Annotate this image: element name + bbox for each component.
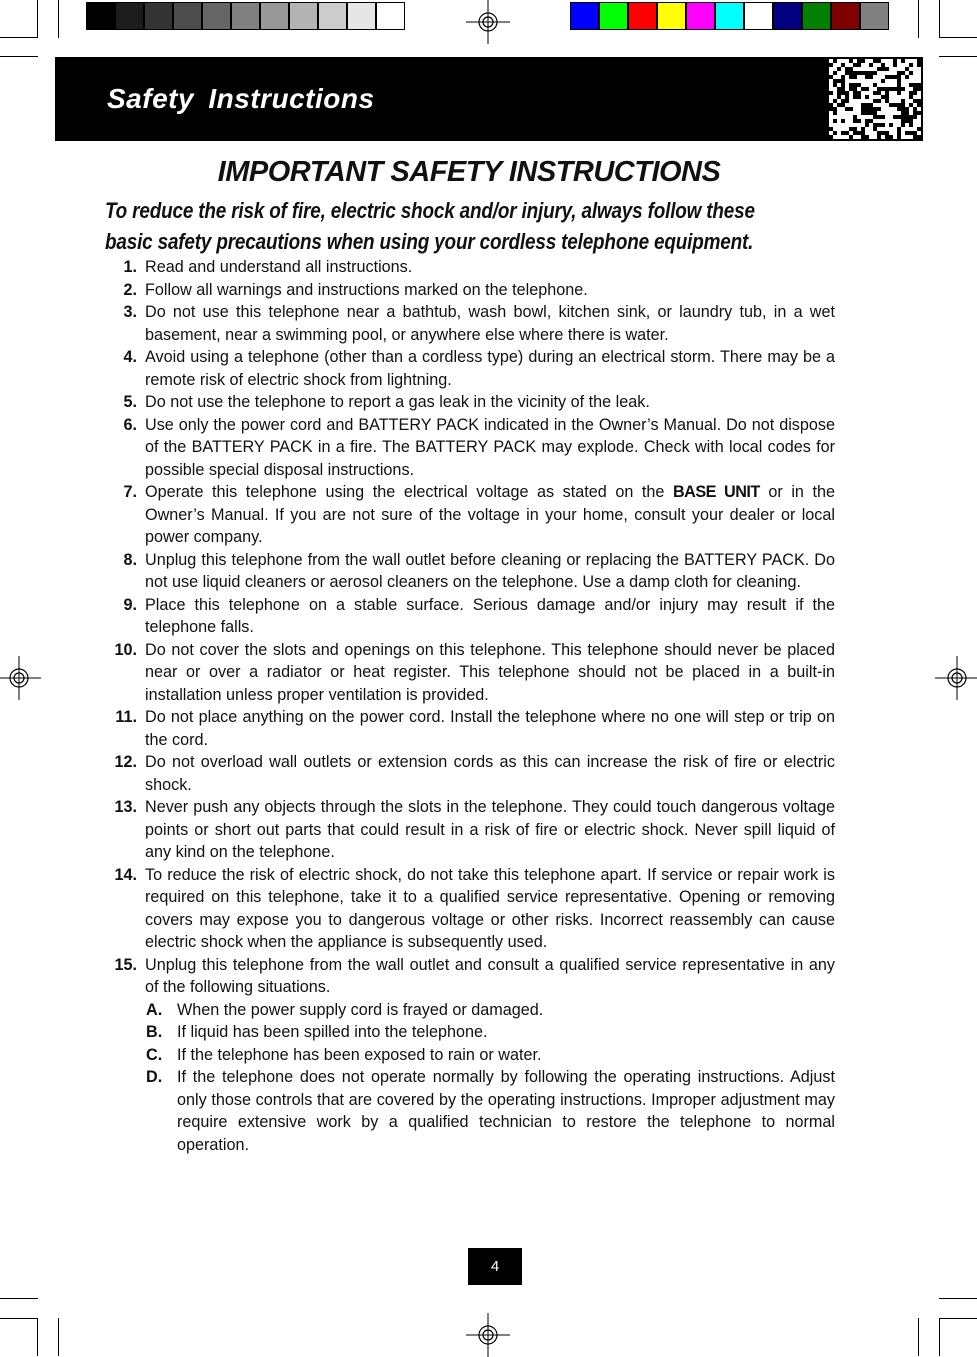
item-text: or in the Owner’s Manual. If you are not sure of the voltage in your home, consult your dealer or local power company. xyxy=(145,483,835,546)
item-number: 8. xyxy=(123,550,137,569)
list-item xyxy=(100,481,835,549)
item-number: 14. xyxy=(114,865,137,884)
item-text: Do not cover the slots and openings on this telephone. This telephone should never be placed near or over a radiator or heat register. This telephone should not be placed in a built-in installation unless proper ventilation is provided. xyxy=(145,640,835,704)
page-number: 4 xyxy=(468,1248,522,1285)
item-number: 5. xyxy=(123,393,137,411)
color-swatch xyxy=(831,2,860,30)
item-text: To reduce the risk of electric shock, do not take this telephone apart. If service or repair work is required on this telephone, take it to a qualified service representative. Opening or removing covers may expose you to dangerous voltage or other risks. Incorrect reassembly can cause electric shock when the appliance is subsequently used. xyxy=(145,865,835,951)
list-item xyxy=(100,279,835,302)
color-swatch xyxy=(599,2,628,30)
sub-item-letter: C. xyxy=(146,1045,163,1064)
process-color-bar xyxy=(570,2,889,30)
sub-list-item xyxy=(100,1066,835,1156)
grayscale-color-bar xyxy=(86,2,405,30)
item-number: 2. xyxy=(123,280,137,299)
intro-line: To reduce the risk of fire, electric shock and/or injury, always follow these xyxy=(105,198,755,223)
color-swatch xyxy=(231,2,260,30)
item-number: 13. xyxy=(114,798,137,816)
item-number: 7. xyxy=(123,483,137,501)
color-swatch xyxy=(260,2,289,30)
sub-list-item xyxy=(100,999,835,1022)
item-number: 9. xyxy=(123,595,137,614)
item-text: Avoid using a telephone (other than a cordless type) during an electrical storm. There may be a remote risk of electric shock from lightning. xyxy=(145,348,835,389)
list-item xyxy=(100,639,835,707)
list-item xyxy=(100,751,835,796)
list-item xyxy=(100,256,835,279)
item-number: 1. xyxy=(123,258,137,276)
intro-text xyxy=(105,195,836,257)
barcode-icon xyxy=(829,59,921,139)
item-text: Follow all warnings and instructions marked on the telephone. xyxy=(145,280,588,299)
color-swatch xyxy=(686,2,715,30)
item-number: 10. xyxy=(114,640,137,659)
item-text: Do not overload wall outlets or extension cords as this can increase the risk of fire or electric shock. xyxy=(145,753,835,794)
item-text: Never push any objects through the slots in the telephone. They could touch dangerous voltage points or short out parts that could result in a risk of fire or electric shock. Never spill liquid of any kind on the telephone. xyxy=(145,798,835,861)
item-text: Place this telephone on a stable surface. Serious damage and/or injury may result if the telephone falls. xyxy=(145,595,835,636)
item-number: 3. xyxy=(123,303,137,321)
color-swatch xyxy=(802,2,831,30)
item-number: 12. xyxy=(114,753,137,771)
sub-item-text: If the telephone does not operate normally by following the operating instructions. Adjust only those controls that are covered by the operating instructions. Improper adjustment may require extensive work by a qualified technician to restore the telephone to normal operation. xyxy=(177,1068,835,1154)
color-swatch xyxy=(744,2,773,30)
item-text: Use only the power cord and BATTERY PACK indicated in the Owner’s Manual. Do not dispose of the BATTERY PACK in a fire. The BATTERY PACK may explode. Check with local codes for possible special disposal instructions. xyxy=(145,415,835,479)
sub-item-text: If liquid has been spilled into the telephone. xyxy=(177,1023,488,1041)
registration-target-icon xyxy=(935,656,977,700)
color-swatch xyxy=(289,2,318,30)
item-text: Do not use the telephone to report a gas leak in the vicinity of the leak. xyxy=(145,393,650,411)
list-item xyxy=(100,301,835,346)
color-swatch xyxy=(657,2,686,30)
color-swatch xyxy=(318,2,347,30)
sub-item-text: If the telephone has been exposed to rain or water. xyxy=(177,1045,542,1064)
item-text: Do not use this telephone near a bathtub, wash bowl, kitchen sink, or laundry tub, in a wet basement, near a swimming pool, or anywhere else where there is water. xyxy=(145,303,835,344)
list-item xyxy=(100,549,835,594)
list-item xyxy=(100,346,835,391)
sub-item-letter: D. xyxy=(146,1068,163,1086)
safety-list xyxy=(100,256,835,1156)
item-text: Do not place anything on the power cord. Install the telephone where no one will step or trip on the cord. xyxy=(145,708,835,749)
color-swatch xyxy=(173,2,202,30)
sub-item-letter: B. xyxy=(146,1023,163,1041)
page-title: IMPORTANT SAFETY INSTRUCTIONS xyxy=(217,156,721,188)
item-number: 11. xyxy=(115,708,137,726)
sub-list-item xyxy=(100,1044,835,1067)
item-number: 15. xyxy=(114,955,137,974)
list-item xyxy=(100,706,835,751)
registration-target-icon xyxy=(466,1313,510,1357)
sub-item-letter: A. xyxy=(146,1000,163,1019)
color-swatch xyxy=(347,2,376,30)
registration-target-icon xyxy=(466,0,510,44)
color-swatch xyxy=(144,2,173,30)
list-item xyxy=(100,594,835,639)
list-item xyxy=(100,954,835,999)
color-swatch xyxy=(115,2,144,30)
intro-line: basic safety precautions when using your cordless telephone equipment. xyxy=(105,229,754,254)
item-text: Unplug this telephone from the wall outlet and consult a qualified service representative in any of the following situations. xyxy=(145,955,835,996)
color-swatch xyxy=(86,2,115,30)
registration-target-icon xyxy=(0,656,41,700)
item-number: 6. xyxy=(123,415,137,434)
item-text: Unplug this telephone from the wall outlet before cleaning or replacing the BATTERY PACK. Do not use liquid cleaners or aerosol cleaners on the telephone. Use a damp cloth for cleaning. xyxy=(145,550,835,591)
color-swatch xyxy=(628,2,657,30)
section-title: Safety Instructions xyxy=(107,83,375,114)
item-number: 4. xyxy=(123,348,137,366)
item-text: Operate this telephone using the electrical voltage as stated on the xyxy=(145,483,673,501)
list-item xyxy=(100,864,835,954)
list-item xyxy=(100,391,835,414)
color-swatch xyxy=(376,2,405,30)
section-header xyxy=(55,57,923,141)
color-swatch xyxy=(715,2,744,30)
color-swatch xyxy=(773,2,802,30)
color-swatch xyxy=(202,2,231,30)
emphasis-text: BASE UNIT xyxy=(672,483,760,501)
list-item xyxy=(100,796,835,864)
sub-item-text: When the power supply cord is frayed or damaged. xyxy=(177,1000,544,1019)
item-text: Read and understand all instructions. xyxy=(145,258,413,276)
color-swatch xyxy=(570,2,599,30)
list-item xyxy=(100,414,835,482)
color-swatch xyxy=(860,2,889,30)
sub-list-item xyxy=(100,1021,835,1044)
